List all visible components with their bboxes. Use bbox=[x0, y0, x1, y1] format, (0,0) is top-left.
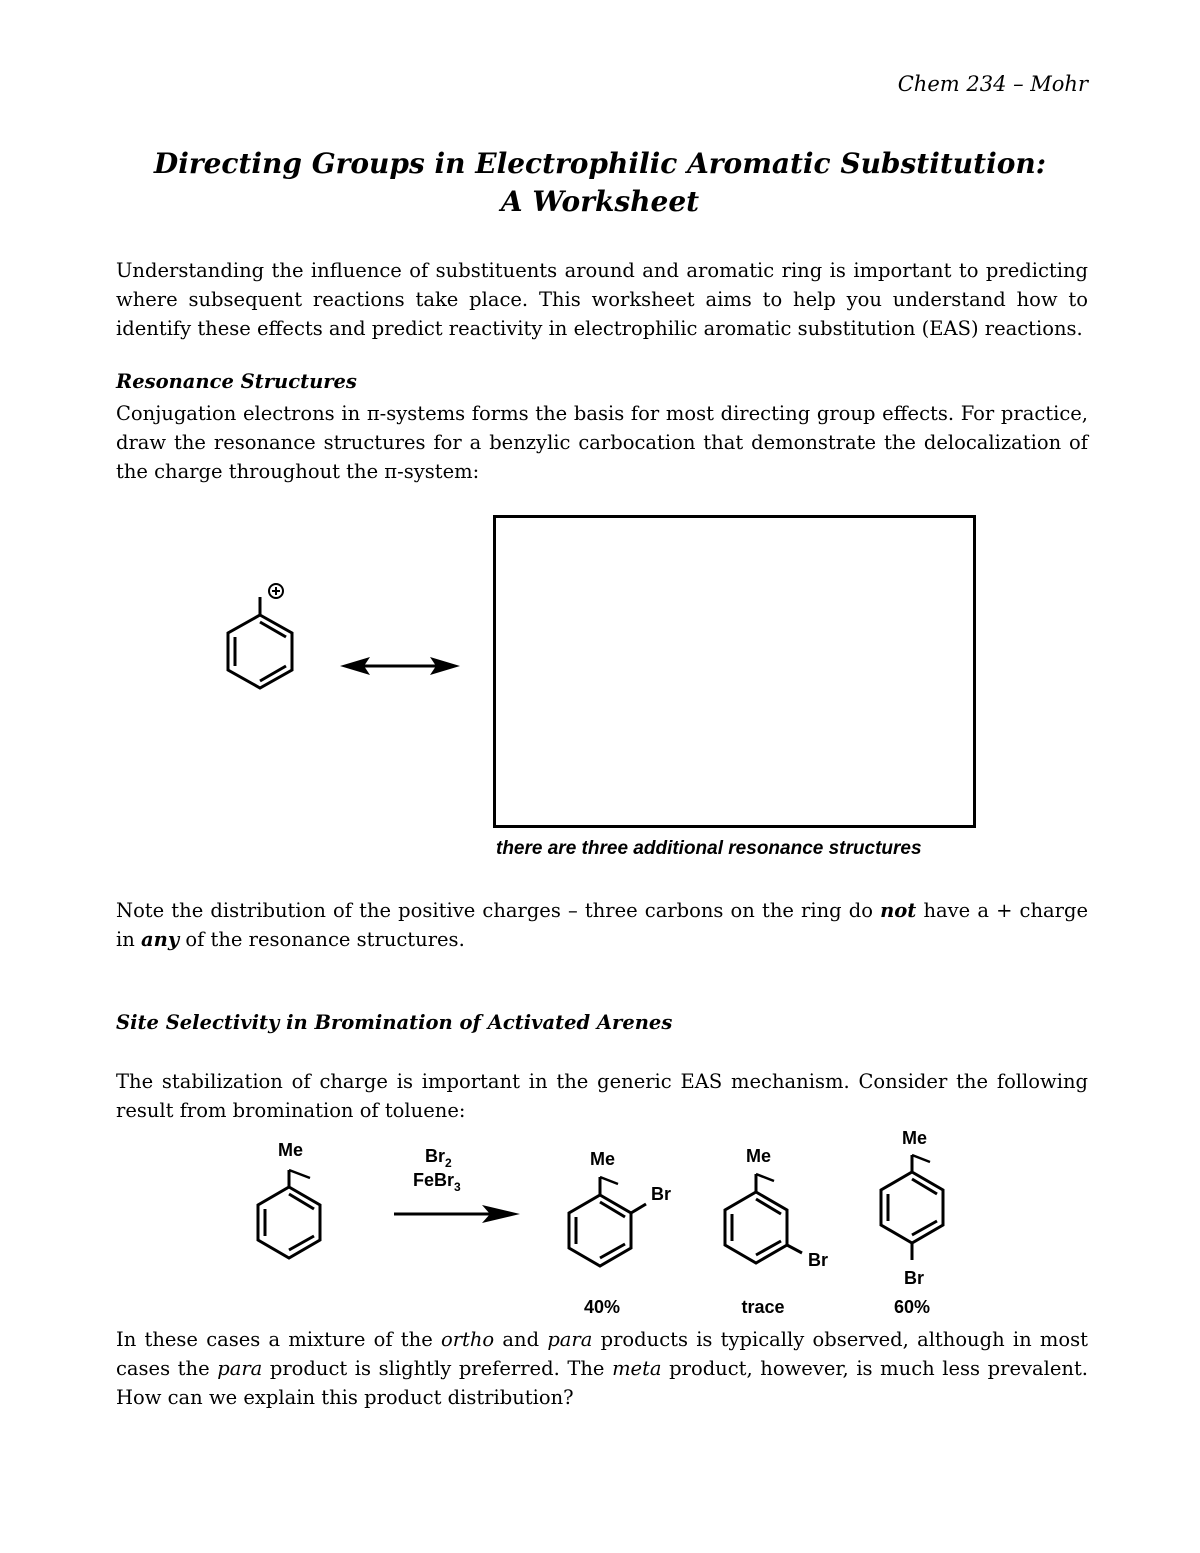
svg-text:Br: Br bbox=[808, 1250, 829, 1270]
term-para: para bbox=[217, 1357, 263, 1380]
term-ortho: ortho bbox=[440, 1328, 495, 1351]
para-product-structure bbox=[881, 1128, 943, 1288]
svg-text:Br: Br bbox=[651, 1184, 672, 1204]
intro-paragraph: Understanding the influence of substituents around and aromatic ring is important to predicting where subsequent reactions take place. This worksheet aims to help you understand how to identify these effects and predict reactivity in electrophilic aromatic substitution (EAS) reactions. bbox=[116, 259, 1088, 340]
note-text: have a + charge in bbox=[116, 899, 1088, 951]
worksheet-subtitle: A Worksheet bbox=[500, 185, 700, 218]
resonance-paragraph: Conjugation electrons in π-systems forms the basis for most directing group effects. For practice, draw the resonance structures for a benzylic carbocation that demonstrate the delocalization of the charge throughout the π-system: bbox=[116, 402, 1088, 483]
note-paragraph bbox=[116, 896, 1088, 954]
worksheet-title: Directing Groups in Electrophilic Aromatic Substitution: bbox=[153, 147, 1047, 180]
para-yield: 60% bbox=[893, 1297, 931, 1317]
me-label: Me bbox=[278, 1140, 304, 1160]
svg-text:Me: Me bbox=[902, 1128, 928, 1148]
toluene-structure bbox=[258, 1140, 320, 1258]
note-text: of the resonance structures. bbox=[179, 928, 465, 951]
benzylic-cation-structure bbox=[210, 575, 480, 715]
note-text: Note the distribution of the positive charges – three carbons on the ring do bbox=[116, 899, 881, 922]
answer-box[interactable] bbox=[493, 515, 976, 828]
answer-box-caption: there are three additional resonance structures bbox=[496, 838, 922, 859]
reagent-br2: $Br_2$ bbox=[425, 1146, 452, 1170]
reaction-arrow-icon bbox=[394, 1205, 520, 1223]
resonance-heading: Resonance Structures bbox=[116, 370, 357, 393]
conclusion-paragraph bbox=[116, 1325, 1088, 1412]
conclusion-text: In these cases a mixture of the bbox=[116, 1328, 441, 1351]
conclusion-text: products is typically observed, although in most cases the bbox=[116, 1328, 1088, 1380]
resonance-arrow-icon bbox=[340, 657, 460, 675]
note-emphasis-not: not bbox=[880, 899, 917, 922]
course-header: Chem 234 – Mohr bbox=[897, 72, 1088, 96]
note-emphasis-any: any bbox=[141, 928, 180, 951]
conclusion-text: and bbox=[494, 1328, 548, 1351]
conclusion-text: product, however, is much less prevalent. How can we explain this product distribution? bbox=[116, 1357, 1088, 1409]
bromination-heading: Site Selectivity in Bromination of Activated Arenes bbox=[116, 1011, 673, 1034]
svg-text:Br: Br bbox=[904, 1268, 925, 1288]
meta-yield: trace bbox=[741, 1297, 785, 1317]
svg-text:Me: Me bbox=[590, 1149, 616, 1169]
ortho-product-structure bbox=[569, 1149, 671, 1266]
reagent-febr3: FeBr$_3$ bbox=[413, 1170, 461, 1194]
conclusion-text: product is slightly preferred. The bbox=[262, 1357, 613, 1380]
term-para: para bbox=[547, 1328, 593, 1351]
svg-text:Me: Me bbox=[746, 1146, 772, 1166]
meta-product-structure bbox=[725, 1146, 828, 1270]
bromination-paragraph: The stabilization of charge is important in the generic EAS mechanism. Consider the following result from bromination of toluene: bbox=[116, 1070, 1088, 1122]
bromination-scheme bbox=[230, 1122, 990, 1292]
benzene-ring bbox=[228, 615, 292, 688]
ortho-yield: 40% bbox=[583, 1297, 621, 1317]
term-meta: meta bbox=[612, 1357, 662, 1380]
